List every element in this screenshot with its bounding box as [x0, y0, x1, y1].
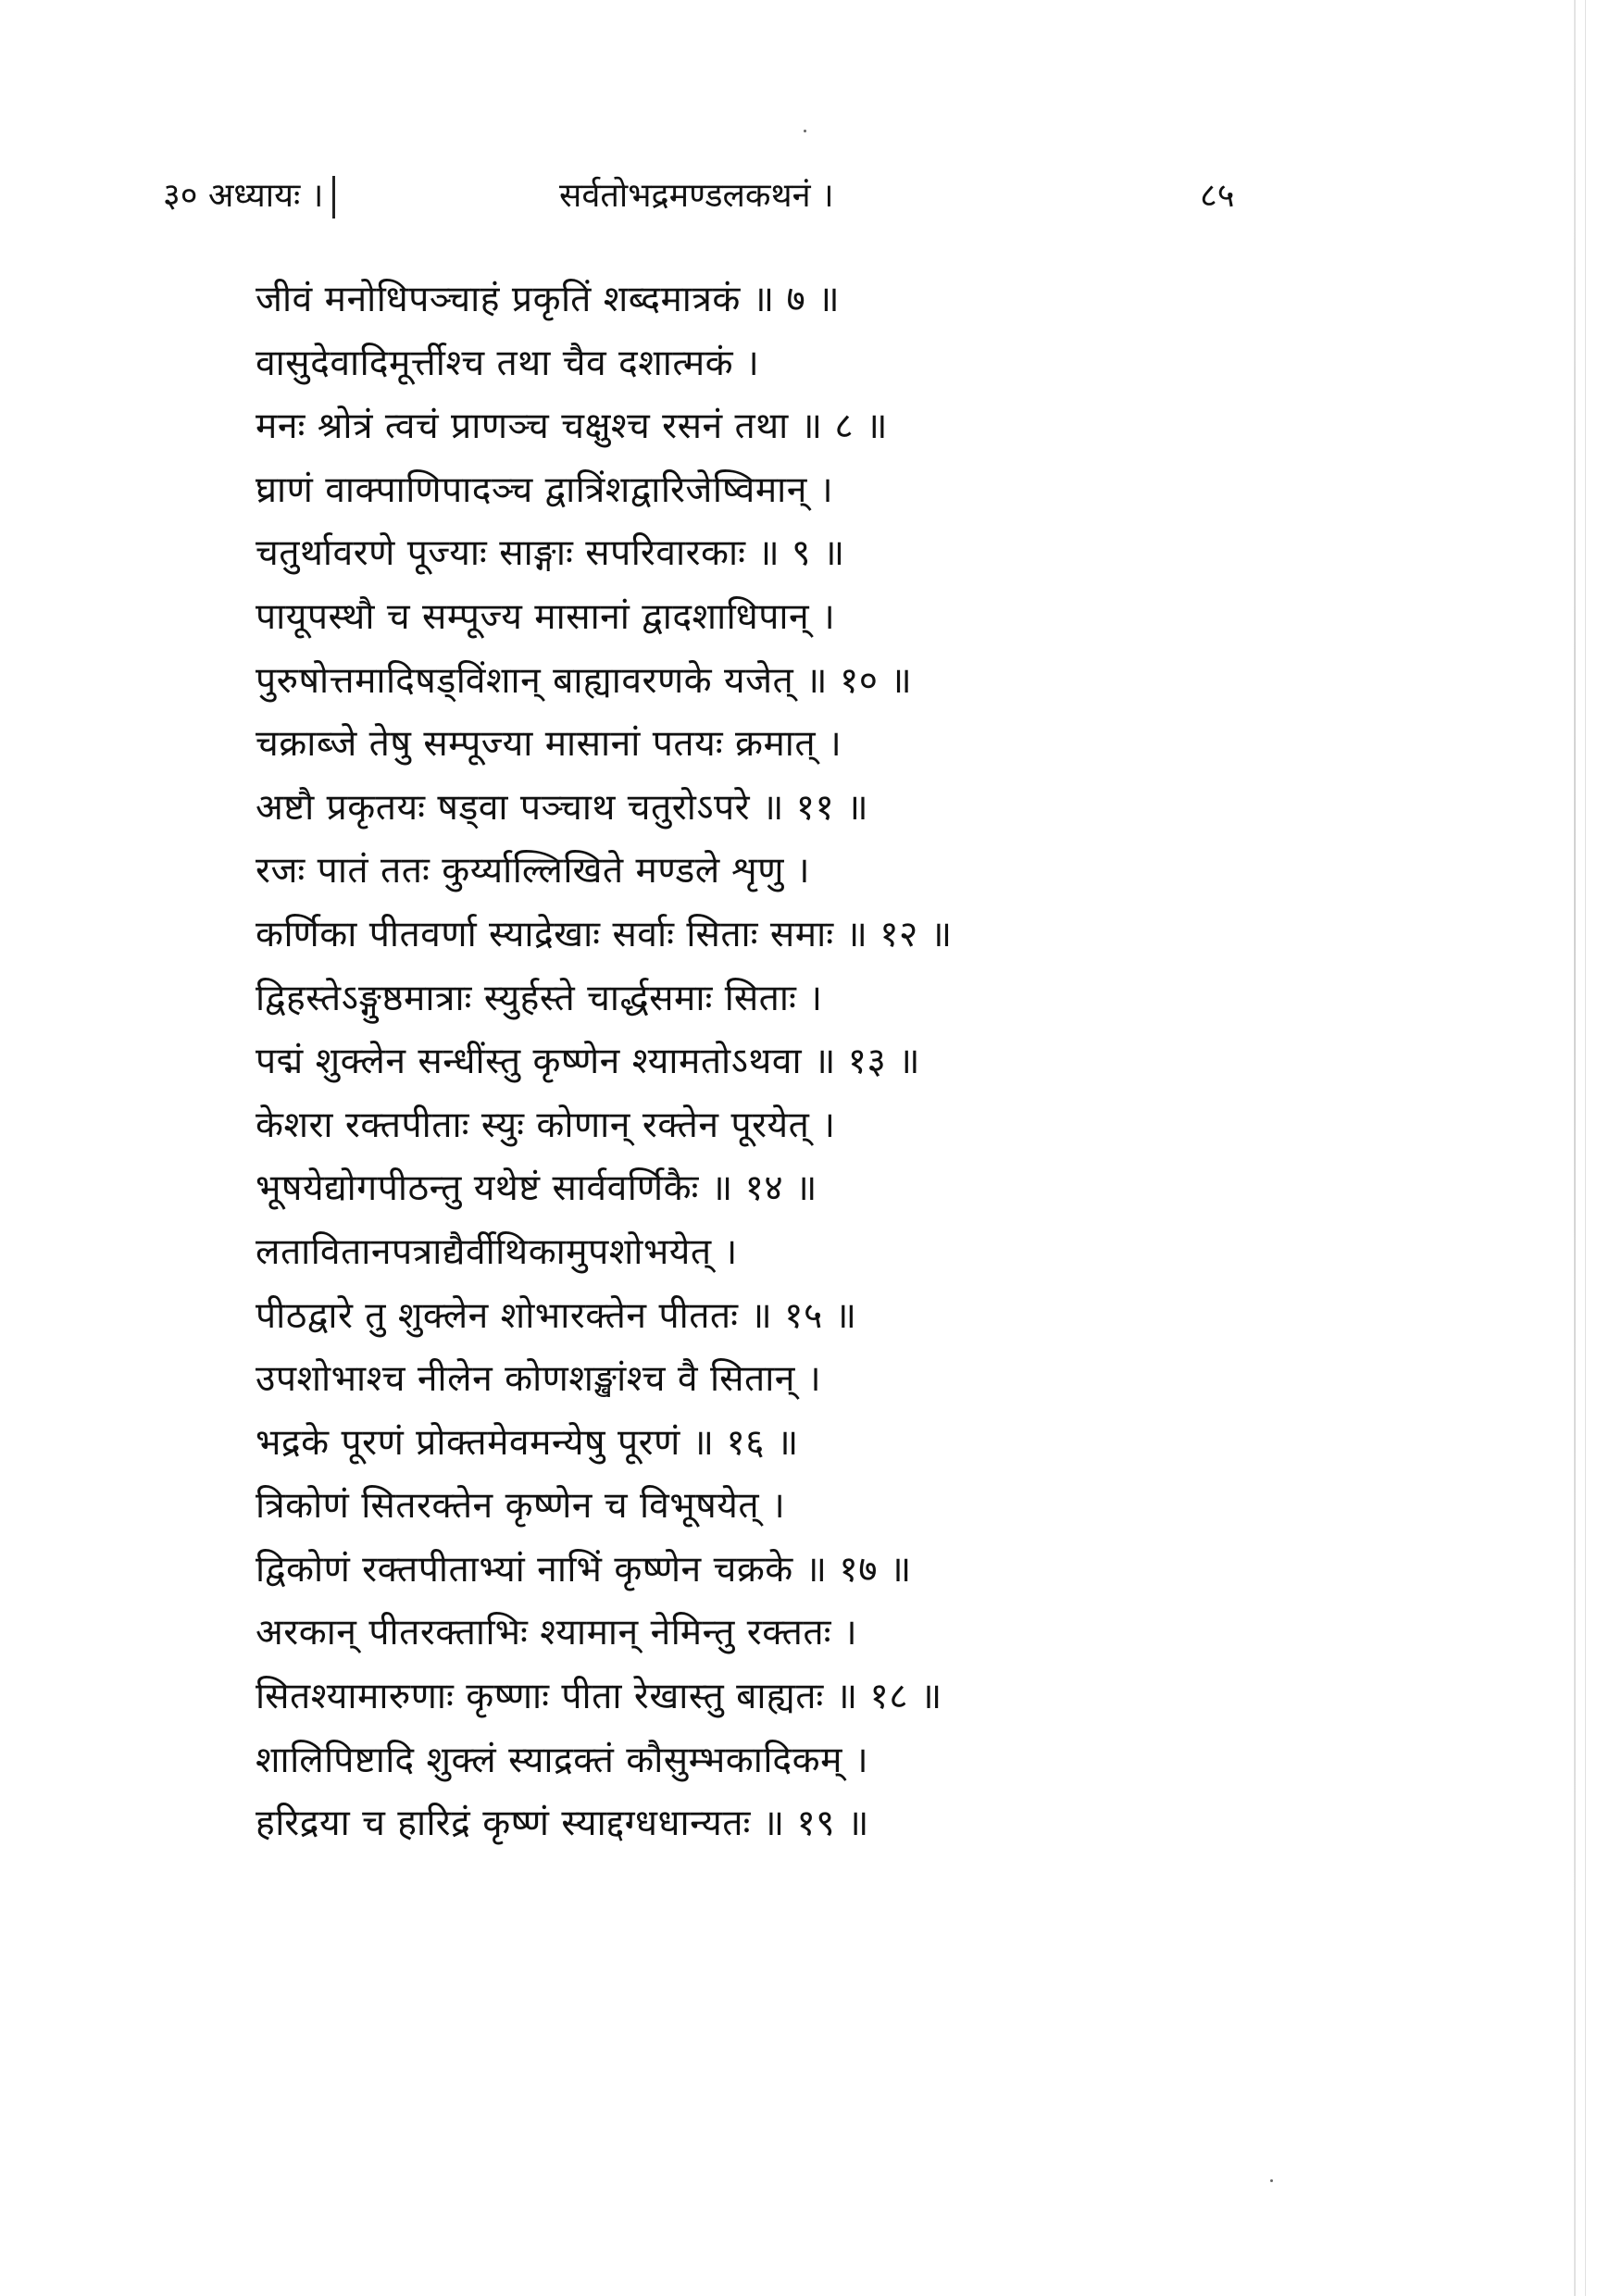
verse-line: अष्टौ प्रकृतयः षड्वा पञ्चाथ चतुरोऽपरे ॥ ११ ॥	[256, 786, 869, 829]
verse-line: मनः श्रोत्रं त्वचं प्राणञ्च चक्षुश्च रसनं तथा ॥ ८ ॥	[256, 406, 888, 448]
header-divider	[332, 176, 335, 218]
running-header	[0, 168, 1622, 224]
verse-line: चक्राब्जे तेषु सम्पूज्या मासानां पतयः क्रमात् ।	[256, 723, 842, 766]
dust-speck	[804, 130, 806, 132]
verse-line: शालिपिष्टादि शुक्लं स्याद्रक्तं कौसुम्भकादिकम् ।	[256, 1739, 869, 1781]
verse-line: पीठद्वारे तु शुक्लेन शोभारक्तेन पीततः ॥ १५ ॥	[256, 1294, 857, 1337]
verse-line: कर्णिका पीतवर्णा स्याद्रेखाः सर्वाः सिताः समाः ॥ १२ ॥	[256, 913, 953, 955]
dust-speck	[1270, 2179, 1273, 2182]
verse-line: पायूपस्थौ च सम्पूज्य मासानां द्वादशाधिपान् ।	[256, 595, 836, 638]
scan-edge-line	[1574, 0, 1576, 2296]
verse-line: सितश्यामारुणाः कृष्णाः पीता रेखास्तु बाह्यतः ॥ १८ ॥	[256, 1676, 942, 1718]
header-chapter	[163, 168, 335, 224]
header-title: सर्वतोभद्रमण्डलकथनं ।	[559, 177, 834, 215]
verse-line: पुरुषोत्तमादिषड्विंशान् बाह्यावरणके यजेत् ॥ १० ॥	[256, 659, 913, 702]
verse-line: भूषयेद्योगपीठन्तु यथेष्टं सार्ववर्णिकैः ॥ १४ ॥	[256, 1167, 817, 1210]
verse-line: पद्मं शुक्लेन सन्धींस्तु कृष्णेन श्यामतोऽथवा ॥ १३ ॥	[256, 1041, 921, 1083]
verse-line: भद्रके पूरणं प्रोक्तमेवमन्येषु पूरणं ॥ १६ ॥	[256, 1421, 799, 1464]
verse-block	[256, 268, 1441, 1856]
verse-line: वासुदेवादिमूर्त्तीश्च तथा चैव दशात्मकं ।	[256, 342, 760, 384]
verse-line: अरकान् पीतरक्ताभिः श्यामान् नेमिन्तु रक्ततः ।	[256, 1612, 858, 1654]
verse-line: लतावितानपत्राद्यैर्वीथिकामुपशोभयेत् ।	[256, 1230, 738, 1273]
scan-edge-line-secondary	[1585, 0, 1586, 2296]
verse-line: जीवं मनोधिपञ्चाहं प्रकृतिं शब्दमात्रकं ॥ ७ ॥	[256, 279, 841, 320]
page-number: ८५	[1200, 177, 1235, 215]
verse-line: चतुर्थावरणे पूज्याः साङ्गाः सपरिवारकाः ॥ ९ ॥	[256, 532, 845, 575]
verse-line: उपशोभाश्च नीलेन कोणशङ्खांश्च वै सितान् ।	[256, 1358, 822, 1401]
verse-line: त्रिकोणं सितरक्तेन कृष्णेन च विभूषयेत् ।	[256, 1485, 786, 1528]
verse-line: हरिद्रया च हारिद्रं कृष्णं स्याद्दग्धधान्यतः ॥ १९ ॥	[256, 1803, 869, 1845]
header-chapter-label: ३० अध्यायः ।	[163, 177, 324, 215]
verse-line: केशरा रक्तपीताः स्युः कोणान् रक्तेन पूरयेत् ।	[256, 1104, 836, 1146]
verse-line: रजः पातं ततः कुर्य्याल्लिखिते मण्डले शृणु ।	[256, 850, 811, 892]
verse-line: द्विकोणं रक्तपीताभ्यां नाभिं कृष्णेन चक्रके ॥ १७ ॥	[256, 1548, 912, 1591]
verse-line: द्विहस्तेऽङ्गुष्ठमात्राः स्युर्हस्ते चार्द्धसमाः सिताः ।	[256, 977, 823, 1019]
verse-line: घ्राणं वाक्पाणिपादञ्च द्वात्रिंशद्वारिजेष्विमान् ।	[256, 468, 834, 511]
